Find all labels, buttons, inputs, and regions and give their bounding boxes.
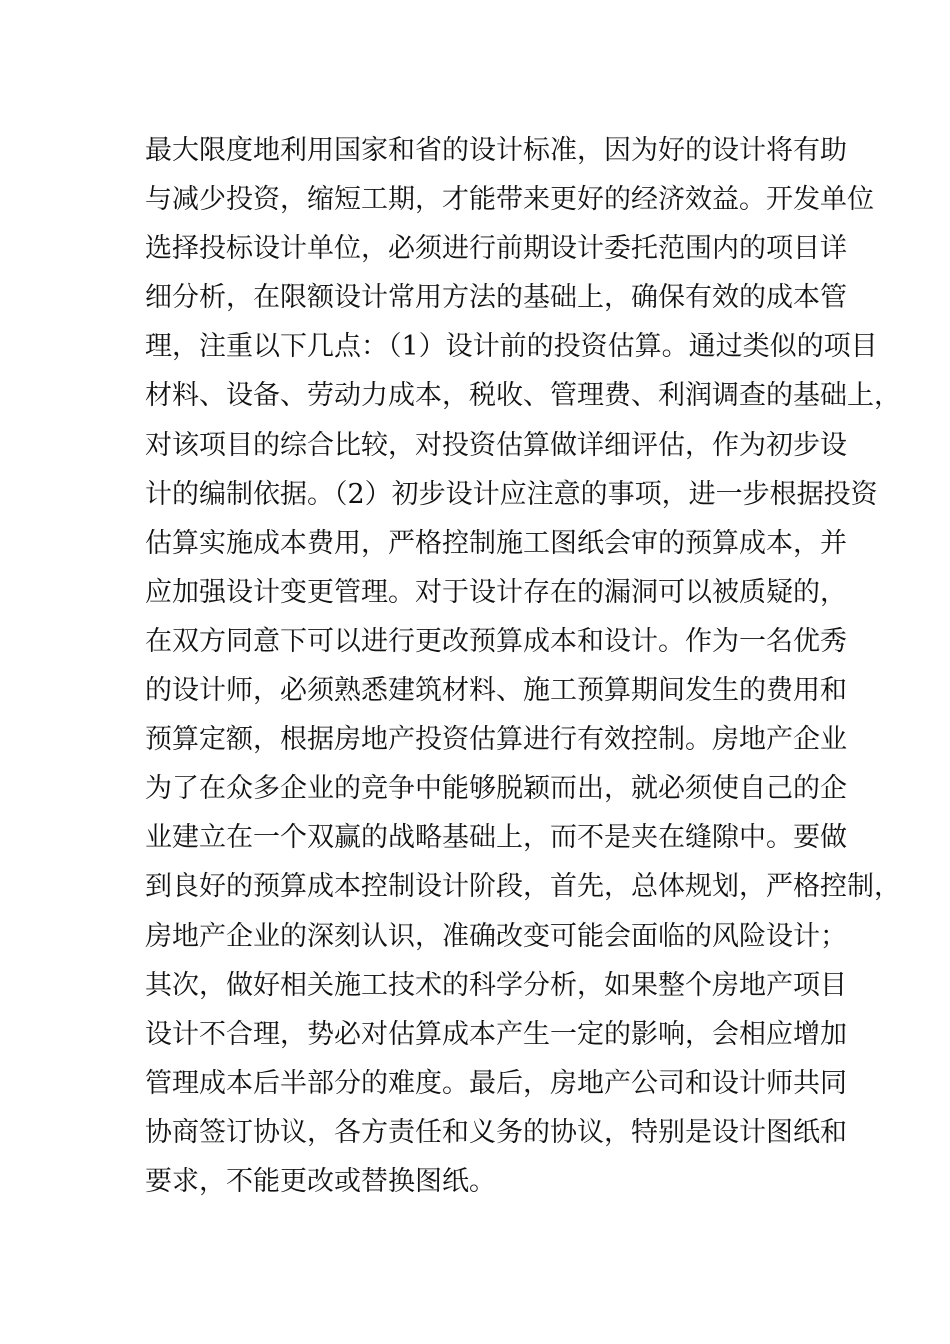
- paragraph-line: 理，注重以下几点：（1）设计前的投资估算。通过类似的项目: [145, 331, 878, 363]
- paragraph-line: 其次，做好相关施工技术的科学分析，如果整个房地产项目: [145, 969, 847, 1001]
- paragraph-line: 估算实施成本费用，严格控制施工图纸会审的预算成本，并: [145, 527, 847, 559]
- paragraph-line: 房地产企业的深刻认识，准确改变可能会面临的风险设计；: [145, 920, 847, 952]
- paragraph-line: 在双方同意下可以进行更改预算成本和设计。作为一名优秀: [145, 625, 847, 657]
- paragraph-line: 最大限度地利用国家和省的设计标准，因为好的设计将有助: [145, 135, 847, 166]
- paragraph-line: 对该项目的综合比较，对投资估算做详细评估，作为初步设: [145, 429, 847, 461]
- paragraph-line: 要求，不能更改或替换图纸。: [145, 1165, 496, 1197]
- paragraph-line: 业建立在一个双赢的战略基础上，而不是夹在缝隙中。要做: [145, 822, 847, 854]
- paragraph-line: 材料、设备、劳动力成本，税收、管理费、利润调查的基础上，: [145, 380, 901, 412]
- paragraph-line: 的设计师，必须熟悉建筑材料、施工预算期间发生的费用和: [145, 675, 847, 707]
- body-paragraph: [145, 126, 901, 1206]
- paragraph-line: 选择投标设计单位，必须进行前期设计委托范围内的项目详: [145, 233, 847, 265]
- paragraph-line: 管理成本后半部分的难度。最后，房地产公司和设计师共同: [145, 1067, 847, 1099]
- paragraph-line: 细分析，在限额设计常用方法的基础上，确保有效的成本管: [145, 282, 847, 314]
- paragraph-line: 到良好的预算成本控制设计阶段，首先，总体规划，严格控制，: [145, 871, 901, 903]
- paragraph-line: 协商签订协议，各方责任和义务的协议，特别是设计图纸和: [145, 1116, 847, 1148]
- paragraph-line: 设计不合理，势必对估算成本产生一定的影响，会相应增加: [145, 1018, 847, 1050]
- paragraph-line: 应加强设计变更管理。对于设计存在的漏洞可以被质疑的，: [145, 576, 847, 608]
- paragraph-line: 为了在众多企业的竞争中能够脱颖而出，就必须使自己的企: [145, 773, 847, 805]
- paragraph-line: 与减少投资，缩短工期，才能带来更好的经济效益。开发单位: [145, 184, 874, 216]
- paragraph-line: 计的编制依据。（2）初步设计应注意的事项，进一步根据投资: [145, 478, 878, 510]
- paragraph-line: 预算定额，根据房地产投资估算进行有效控制。房地产企业: [145, 724, 847, 756]
